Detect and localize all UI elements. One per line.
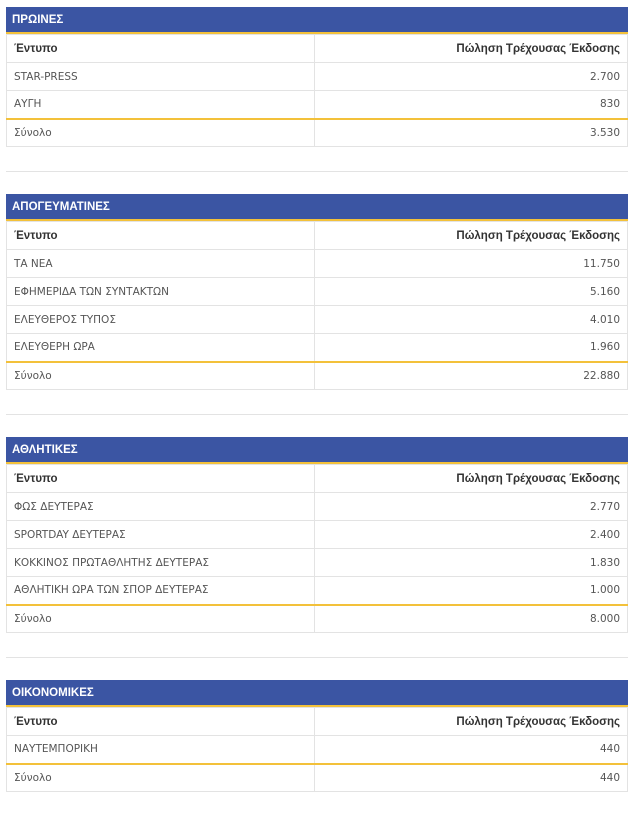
publication-name: ΑΘΛΗΤΙΚΗ ΩΡΑ ΤΩΝ ΣΠΟΡ ΔΕΥΤΕΡΑΣ (7, 577, 315, 605)
table-row (7, 334, 628, 362)
table-row (7, 549, 628, 577)
table-row (7, 577, 628, 605)
column-header-title: Έντυπο (7, 708, 315, 736)
section-title: ΟΙΚΟΝΟΜΙΚΕΣ (6, 680, 628, 707)
total-value: 22.880 (315, 362, 628, 390)
total-row (7, 362, 628, 390)
total-label: Σύνολο (7, 764, 315, 792)
total-value: 8.000 (315, 605, 628, 633)
table-header-row (7, 465, 628, 493)
table-header-row (7, 708, 628, 736)
column-header-sales: Πώληση Τρέχουσας Έκδοσης (315, 222, 628, 250)
total-row (7, 119, 628, 147)
sales-value: 2.400 (315, 521, 628, 549)
sales-value: 1.830 (315, 549, 628, 577)
publication-name: ΕΛΕΥΘΕΡΗ ΩΡΑ (7, 334, 315, 362)
publication-name: STAR-PRESS (7, 63, 315, 91)
publication-name: ΝΑΥΤΕΜΠΟΡΙΚΗ (7, 736, 315, 764)
table-row (7, 91, 628, 119)
column-header-title: Έντυπο (7, 465, 315, 493)
total-value: 3.530 (315, 119, 628, 147)
publication-name: ΤΑ ΝΕΑ (7, 250, 315, 278)
sales-value: 4.010 (315, 306, 628, 334)
column-header-sales: Πώληση Τρέχουσας Έκδοσης (315, 35, 628, 63)
sales-value: 440 (315, 736, 628, 764)
publication-name: ΚΟΚΚΙΝΟΣ ΠΡΩΤΑΘΛΗΤΗΣ ΔΕΥΤΕΡΑΣ (7, 549, 315, 577)
table-header-row (7, 35, 628, 63)
column-header-sales: Πώληση Τρέχουσας Έκδοσης (315, 465, 628, 493)
section-afternoon (6, 194, 628, 390)
total-row (7, 764, 628, 792)
table-row (7, 63, 628, 91)
column-header-title: Έντυπο (7, 222, 315, 250)
sales-value: 830 (315, 91, 628, 119)
section-morning (6, 7, 628, 147)
total-label: Σύνολο (7, 605, 315, 633)
column-header-sales: Πώληση Τρέχουσας Έκδοσης (315, 708, 628, 736)
publication-name: ΕΦΗΜΕΡΙΔΑ ΤΩΝ ΣΥΝΤΑΚΤΩΝ (7, 278, 315, 306)
sales-value: 2.770 (315, 493, 628, 521)
sales-value: 1.000 (315, 577, 628, 605)
sales-value: 2.700 (315, 63, 628, 91)
table-row (7, 278, 628, 306)
section-divider (6, 657, 628, 658)
column-header-title: Έντυπο (7, 35, 315, 63)
total-label: Σύνολο (7, 362, 315, 390)
publication-name: SPORTDAY ΔΕΥΤΕΡΑΣ (7, 521, 315, 549)
section-title: ΑΠΟΓΕΥΜΑΤΙΝΕΣ (6, 194, 628, 221)
section-financial (6, 680, 628, 792)
sales-table (6, 221, 628, 390)
publication-name: ΕΛΕΥΘΕΡΟΣ ΤΥΠΟΣ (7, 306, 315, 334)
sales-table (6, 34, 628, 147)
section-sports (6, 437, 628, 633)
sales-value: 5.160 (315, 278, 628, 306)
table-row (7, 521, 628, 549)
table-row (7, 306, 628, 334)
publication-name: ΑΥΓΗ (7, 91, 315, 119)
table-row (7, 736, 628, 764)
section-title: ΠΡΩΙΝΕΣ (6, 7, 628, 34)
table-row (7, 493, 628, 521)
total-value: 440 (315, 764, 628, 792)
table-row (7, 250, 628, 278)
section-divider (6, 414, 628, 415)
sales-table (6, 707, 628, 792)
sales-value: 1.960 (315, 334, 628, 362)
total-label: Σύνολο (7, 119, 315, 147)
sales-table (6, 464, 628, 633)
table-header-row (7, 222, 628, 250)
section-title: ΑΘΛΗΤΙΚΕΣ (6, 437, 628, 464)
publication-name: ΦΩΣ ΔΕΥΤΕΡΑΣ (7, 493, 315, 521)
section-divider (6, 171, 628, 172)
sales-value: 11.750 (315, 250, 628, 278)
total-row (7, 605, 628, 633)
